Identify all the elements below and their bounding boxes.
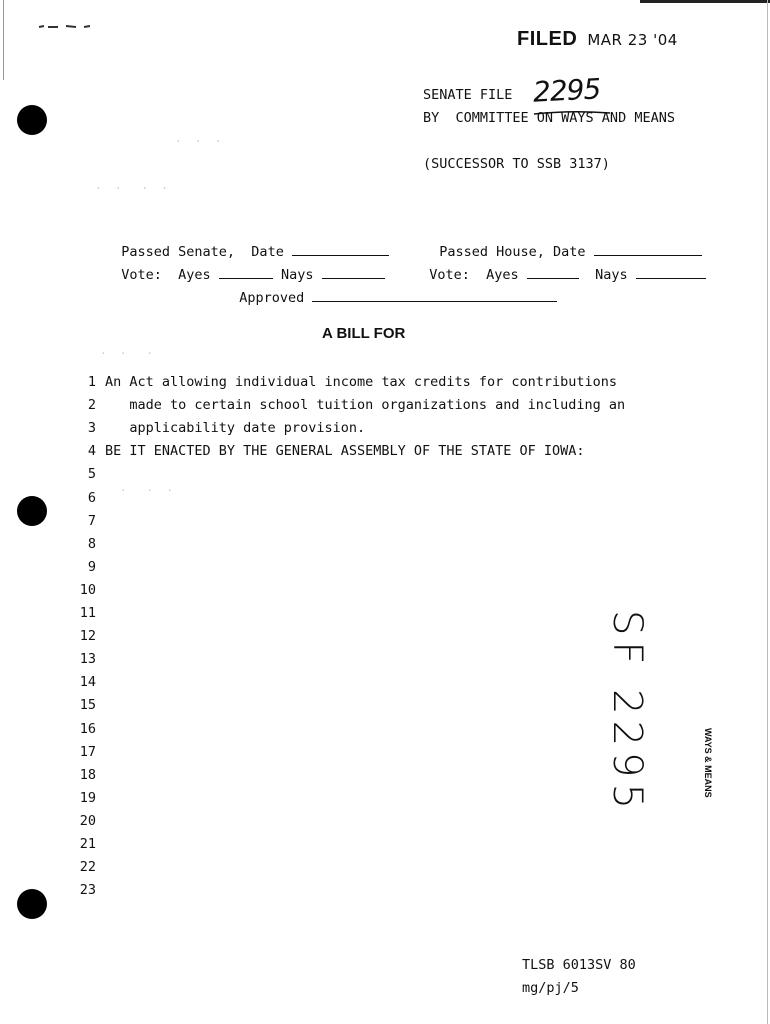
line-number: 15 xyxy=(79,697,96,713)
bill-heading: A BILL FOR xyxy=(322,325,406,342)
line-number: 14 xyxy=(79,674,96,690)
line-number: 21 xyxy=(79,836,96,852)
line-number: 7 xyxy=(87,513,96,529)
page-right-edge xyxy=(767,0,768,1024)
footer-initials: mg/pj/5 xyxy=(522,980,579,996)
filed-stamp-date: MAR 23 '04 xyxy=(587,31,678,49)
bleed-through-mark: · · · xyxy=(100,347,153,360)
line-number: 6 xyxy=(87,490,96,506)
line-number: 10 xyxy=(79,582,96,598)
line-number: 3 xyxy=(87,420,96,436)
bleed-through-mark: · · · xyxy=(120,484,173,497)
page-top-edge xyxy=(640,0,770,3)
filed-stamp-label: FILED xyxy=(517,28,578,50)
line-number: 2 xyxy=(87,397,96,413)
senate-vote-ayes-label: Vote: Ayes xyxy=(121,267,211,283)
committee-stamp: WAYS & MEANS xyxy=(703,728,713,798)
handwritten-underline xyxy=(532,101,612,104)
line-number: 13 xyxy=(79,651,96,667)
line-number: 5 xyxy=(87,466,96,482)
line-number: 18 xyxy=(79,767,96,783)
punch-hole xyxy=(17,889,47,919)
bill-line-text: made to certain school tuition organizations and including an xyxy=(105,397,626,413)
line-number: 20 xyxy=(79,813,96,829)
house-vote-ayes-label: Vote: Ayes xyxy=(429,267,519,283)
line-number: 12 xyxy=(79,628,96,644)
line-number: 22 xyxy=(79,859,96,875)
line-number: 11 xyxy=(79,605,96,621)
line-number: 8 xyxy=(87,536,96,552)
footer-code: TLSB 6013SV 80 xyxy=(522,957,636,973)
line-number: 23 xyxy=(79,882,96,898)
passed-house-label: Passed House, Date xyxy=(439,244,586,260)
bill-line-text: An Act allowing individual income tax credits for contributions xyxy=(105,374,618,390)
line-number: 4 xyxy=(87,443,96,459)
line-number: 9 xyxy=(87,559,96,575)
bill-line-text: applicability date provision. xyxy=(105,420,366,436)
approved-line xyxy=(312,289,557,302)
sponsor-line: BY COMMITTEE ON WAYS AND MEANS xyxy=(423,110,675,126)
bleed-through-mark: · · · xyxy=(175,135,222,148)
house-nays-line xyxy=(636,266,706,279)
senate-vote-nays-label: Nays xyxy=(280,267,314,283)
bill-line-text: BE IT ENACTED BY THE GENERAL ASSEMBLY OF THE STATE OF IOWA: xyxy=(105,443,585,459)
senate-file-number: 2295 xyxy=(532,72,602,109)
filed-stamp xyxy=(517,28,678,51)
punch-hole xyxy=(17,496,47,526)
successor-line: (SUCCESSOR TO SSB 3137) xyxy=(423,156,610,172)
punch-hole xyxy=(17,105,47,135)
approved xyxy=(223,273,557,306)
line-number: 19 xyxy=(79,790,96,806)
page-left-edge xyxy=(3,0,4,80)
passed-senate-label: Passed Senate, Date xyxy=(121,244,284,260)
scan-mark xyxy=(38,14,93,18)
line-number: 17 xyxy=(79,744,96,760)
handwritten-file-number: SF 2295 xyxy=(604,610,650,815)
bleed-through-mark: · · · · xyxy=(95,182,168,195)
house-vote-nays-label: Nays xyxy=(595,267,628,283)
approved-label: Approved xyxy=(239,290,305,306)
line-number: 1 xyxy=(87,374,96,390)
senate-file-label: SENATE FILE xyxy=(423,87,513,103)
line-number: 16 xyxy=(79,721,96,737)
